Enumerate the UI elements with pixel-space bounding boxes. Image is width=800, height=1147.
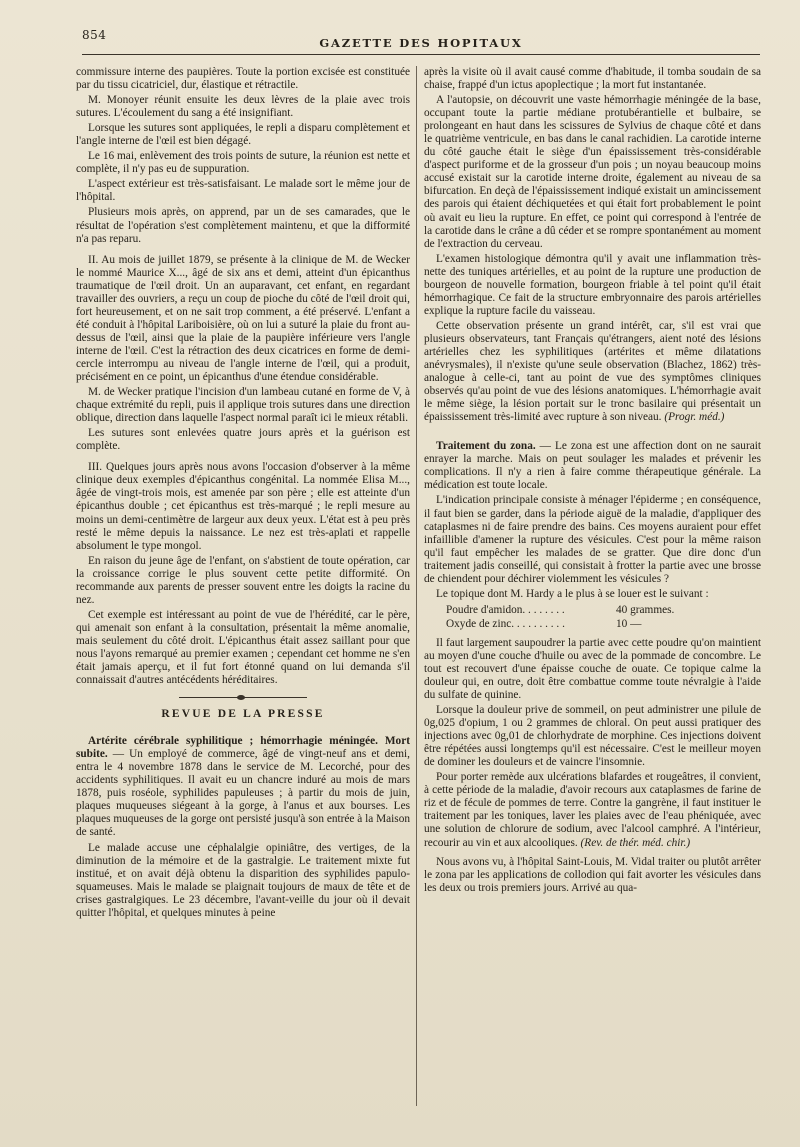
- paragraph: L'examen histologique démontra qu'il y avait une inflammation très-nette des tuniques artérielles, et au point de la rupture une production de bourgeon de nouvelle formation, bourgeon friable à tel point qu'il était hémorrhagique. Ce fait de la structure embryonnaire des parois artérielles explique la rupture facile du vaisseau.: [424, 252, 761, 317]
- page-number: 854: [82, 28, 107, 42]
- paragraph: En raison du jeune âge de l'enfant, on s'abstient de toute opération, car la croissance corrige le plus souvent cette petite difformité. On recommande aux parents de presser souvent entre les doigts la racine du nez.: [76, 554, 410, 606]
- paragraph: commissure interne des paupières. Toute la portion excisée est constituée par du tissu cicatriciel, dur, élastique et rétractile.: [76, 66, 410, 92]
- section-heading: REVUE DE LA PRESSE: [161, 708, 325, 721]
- paragraph: M. Monoyer réunit ensuite les deux lèvres de la plaie avec trois sutures. L'écoulement du sang a été insignifiant.: [76, 94, 410, 120]
- recipe-amount: 10 —: [616, 617, 642, 630]
- paragraph: L'indication principale consiste à ménager l'épiderme ; en conséquence, il faut bien se garder, dans la période aiguë de la maladie, d'appliquer des cataplasmes ni de faire prendre des bains. Ces moyens auraient pour effet infaillible d'amener la rupture des vésicules. C'est pour la même raison qu'il faut empêcher les malades de se gratter. Que dire donc d'un traitement jadis conseillé, qui consistait à frotter la partie avec une brosse de chiendent pour déchirer violemment les vésicules ?: [424, 494, 761, 585]
- article-paragraph: Le malade accuse une céphalalgie opiniâtre, des vertiges, de la diminution de la mémoire et de la gastralgie. Le traitement mixte fut institué, et on avait déjà obtenu la disparition des syphilides papulo-squameuses. Mais le malade se plaignait toujours de maux de tête et de crises gastralgiques. Le 23 décembre, l'avant-veille du jour où il devait quitter l'hôpital, et quelques minutes à peine: [76, 841, 410, 919]
- source-citation: (Rev. de thér. méd. chir.): [580, 836, 691, 849]
- zona-paragraph: [424, 440, 761, 492]
- zona-text: — Le zona est une affection dont on ne saurait enrayer la marche. Mais on peut soulager les malades et prévenir les complications. Il n'y a rien à faire comme thérapeutique générale. La médication est toute locale.: [424, 440, 762, 492]
- recipe-amount: 40 grammes.: [616, 603, 675, 616]
- paragraph: Le 16 mai, enlèvement des trois points de suture, la réunion est nette et complète, il n'y pas eu de suppuration.: [76, 150, 410, 176]
- paragraph: Le topique dont M. Hardy a le plus à se louer est le suivant :: [436, 587, 709, 600]
- page-header: [82, 28, 760, 55]
- paragraph: après la visite où il avait causé comme d'habitude, il tomba soudain de sa chaise, frappé d'un ictus apoplectique ; la mort fut instantanée.: [424, 66, 761, 92]
- journal-title: GAZETTE DES HOPITAUX: [319, 36, 523, 50]
- recipe-item: Poudre d'amidon. . . . . . . .: [446, 603, 565, 616]
- paragraph: Nous avons vu, à l'hôpital Saint-Louis, M. Vidal traiter ou plutôt arrêter le zona par les applications de collodion qui fait avorter les vésicules dans les deux ou trois premiers jours. Arrivé au qua-: [424, 855, 761, 894]
- paragraph: Plusieurs mois après, on apprend, par un de ses camarades, que le résultat de l'opération s'est complètement maintenu, et que la difformité n'a pas reparu.: [76, 206, 410, 245]
- recipe-table: [446, 603, 706, 631]
- paragraph: Cet exemple est intéressant au point de vue de l'hérédité, car le père, qui amenait son enfant à la consultation, présentait la même anomalie, mais seulement du côté droit. L'épicanthus était assez saillant pour que nous l'ayons remarqué au premier examen ; cependant cet homme ne s'en était jamais aperçu, et il fut fort étonné quand on lui demanda s'il connaissait d'autres antécédents héréditaires.: [76, 608, 410, 687]
- column-rule: [416, 66, 417, 1106]
- paragraph: Lorsque la douleur prive de sommeil, on peut administrer une pilule de 0g,025 d'opium, 1 ou 2 grammes de chloral. On peut aussi pratiquer des injections avec 0g,01 de chlorhydrate de morphine. Ces injections doivent être répétées aussi longtemps qu'il est nécessaire. C'est le meilleur moyen de dominer les douleurs et de vaincre l'insomnie.: [424, 704, 761, 769]
- paragraph: Lorsque les sutures sont appliquées, le repli a disparu complètement et l'angle interne de l'œil est bien dégagé.: [76, 122, 410, 148]
- zona-heading: Traitement du zona.: [436, 440, 536, 453]
- section-divider: [179, 697, 307, 698]
- paragraph: Les sutures sont enlevées quatre jours après et la guérison est complète.: [76, 427, 410, 453]
- source-citation: (Progr. méd.): [664, 411, 725, 424]
- recipe-row: [446, 617, 706, 631]
- spacer: [424, 426, 761, 440]
- paragraph: A l'autopsie, on découvrit une vaste hémorrhagie méningée de la base, occupant toute la partie médiane protubérantielle et bulbaire, se prolongeant en haut dans les scissures de Sylvius de chaque côté et dans le quatrième ventricule, en bas dans le canal rachidien. La carotide interne du côté gauche était le siège d'un épaississement très-considérable d'aspect puriforme et de la grosseur d'un pois ; un noyau beaucoup moins accusé existait sur la carotide interne droite, également au niveau de sa bifurcation. En deçà de l'épaississement indiqué existait un amincissement des parois qui étaient déchiquetées et qui était fort probablement le point où avait eu lieu la rupture. En effet, ce point qui correspond à l'entrée de la carotide dans le crâne a dû céder et se rompre spontanément au moment de l'extraction du cerveau.: [424, 94, 761, 250]
- left-column: [76, 66, 410, 922]
- right-column: [424, 66, 761, 897]
- paragraph: [424, 320, 761, 424]
- recipe-row: [446, 603, 706, 617]
- paragraph: Il faut largement saupoudrer la partie avec cette poudre qu'on maintient au moyen d'une couche d'huile ou avec de la pommade de concombre. Le tout est recouvert d'une épaisse couche de ouate. Ce topique calme la douleur qui, en outre, doit être combattue comme toute névralgie à l'aide du sulfate de quinine.: [424, 636, 761, 702]
- recipe-item: Oxyde de zinc. . . . . . . . . .: [446, 617, 565, 630]
- paragraph-text: Cette observation présente un grand intérêt, car, s'il est vrai que plusieurs observateurs, tant Français qu'étrangers, aient noté des lésions artérielles chez les syphilitiques (artérites et même dilatations anévrysmales), il n'existe qu'une seule observation (Blachez, 1862) très-analogue à celle-ci, tant au point de vue des symptômes cliniques observés qu'au point de vue des lésions anatomiques. L'hémorrhagie avait le même siège, la lésion portait sur le tronc basilaire qui présentait un épaississement très-limité avec rupture à son niveau.: [424, 319, 761, 424]
- paragraph-text: Pour porter remède aux ulcérations blafardes et rougeâtres, il convient, à cette période de la maladie, d'avoir recours aux cataplasmes de farine de riz et de fécule de pommes de terre. Contre la gangrène, il faut instituer le traitement par les toniques, laver les plaies avec de l'eau phéniquée, avec une solution de chlorure de sodium, avec l'alcool camphré. A l'intérieur, recourir au vin et aux alcooliques.: [424, 771, 761, 849]
- paragraph: III. Quelques jours après nous avons l'occasion d'observer à la même clinique deux exemples d'épicanthus congénital. La nommée Elisa M..., âgée de vingt-trois mois, est amenée par son père ; elle est atteinte d'un épicanthus double ; cet épicanthus est très-marqué ; le repli mesure au moins un demi-centimètre de largeur aux deux yeux. L'état est à peu près resté le même depuis la naissance. Le nez est très-aplati et rappelle absolument le type mongol.: [76, 461, 410, 552]
- article-paragraph: [76, 735, 410, 839]
- paragraph: [424, 771, 761, 849]
- paragraph: L'aspect extérieur est très-satisfaisant. Le malade sort le même jour de l'hôpital.: [76, 178, 410, 204]
- article-text: — Un employé de commerce, âgé de vingt-neuf ans et demi, entra le 4 novembre 1878 dans le service de M. Lecorché, pour des accidents syphilitiques. Il avait eu un chancre induré au mois de mars 1878, puis roséole, syphilides papuleuses ; à partir du mois de juin, plaques muqueuses siégeant à la gorge, à l'anus et aux bourses. Les plaques muqueuses de la gorge ont persisté jusqu'à son entrée à la Maison de santé.: [76, 748, 410, 839]
- article-heading: Artérite cérébrale syphilitique ; hémorrhagie méningée. Mort subite.: [76, 735, 410, 761]
- paragraph: M. de Wecker pratique l'incision d'un lambeau cutané en forme de V, à chaque extrémité du repli, puis il applique trois sutures dans une direction oblique, direction dans laquelle l'aspect normal paraît ici le mieux rétabli.: [76, 386, 410, 425]
- paragraph: II. Au mois de juillet 1879, se présente à la clinique de M. de Wecker le nommé Maurice X..., âgé de six ans et demi, atteint d'un épicanthus traumatique de l'œil droit. Un an auparavant, cet enfant, en regardant travailler des ouvriers, a reçu un coup de pioche du côté de l'œil droit qui, fort heureusement, et on ne sait trop comment, a été préservé. L'enfant a été conduit à l'hôpital Lariboisière, où on lui a suturé la plaie du front au-dessus de l'œil, ainsi que la plaie de la paupière inférieure vers l'angle interne de l'œil. C'est la rétraction des deux cicatrices en forme de demi-cercle interrompu au niveau de l'angle interne de l'œil, qui a produit, précisément en ce point, un épicanthus d'une étendue considérable.: [76, 253, 410, 384]
